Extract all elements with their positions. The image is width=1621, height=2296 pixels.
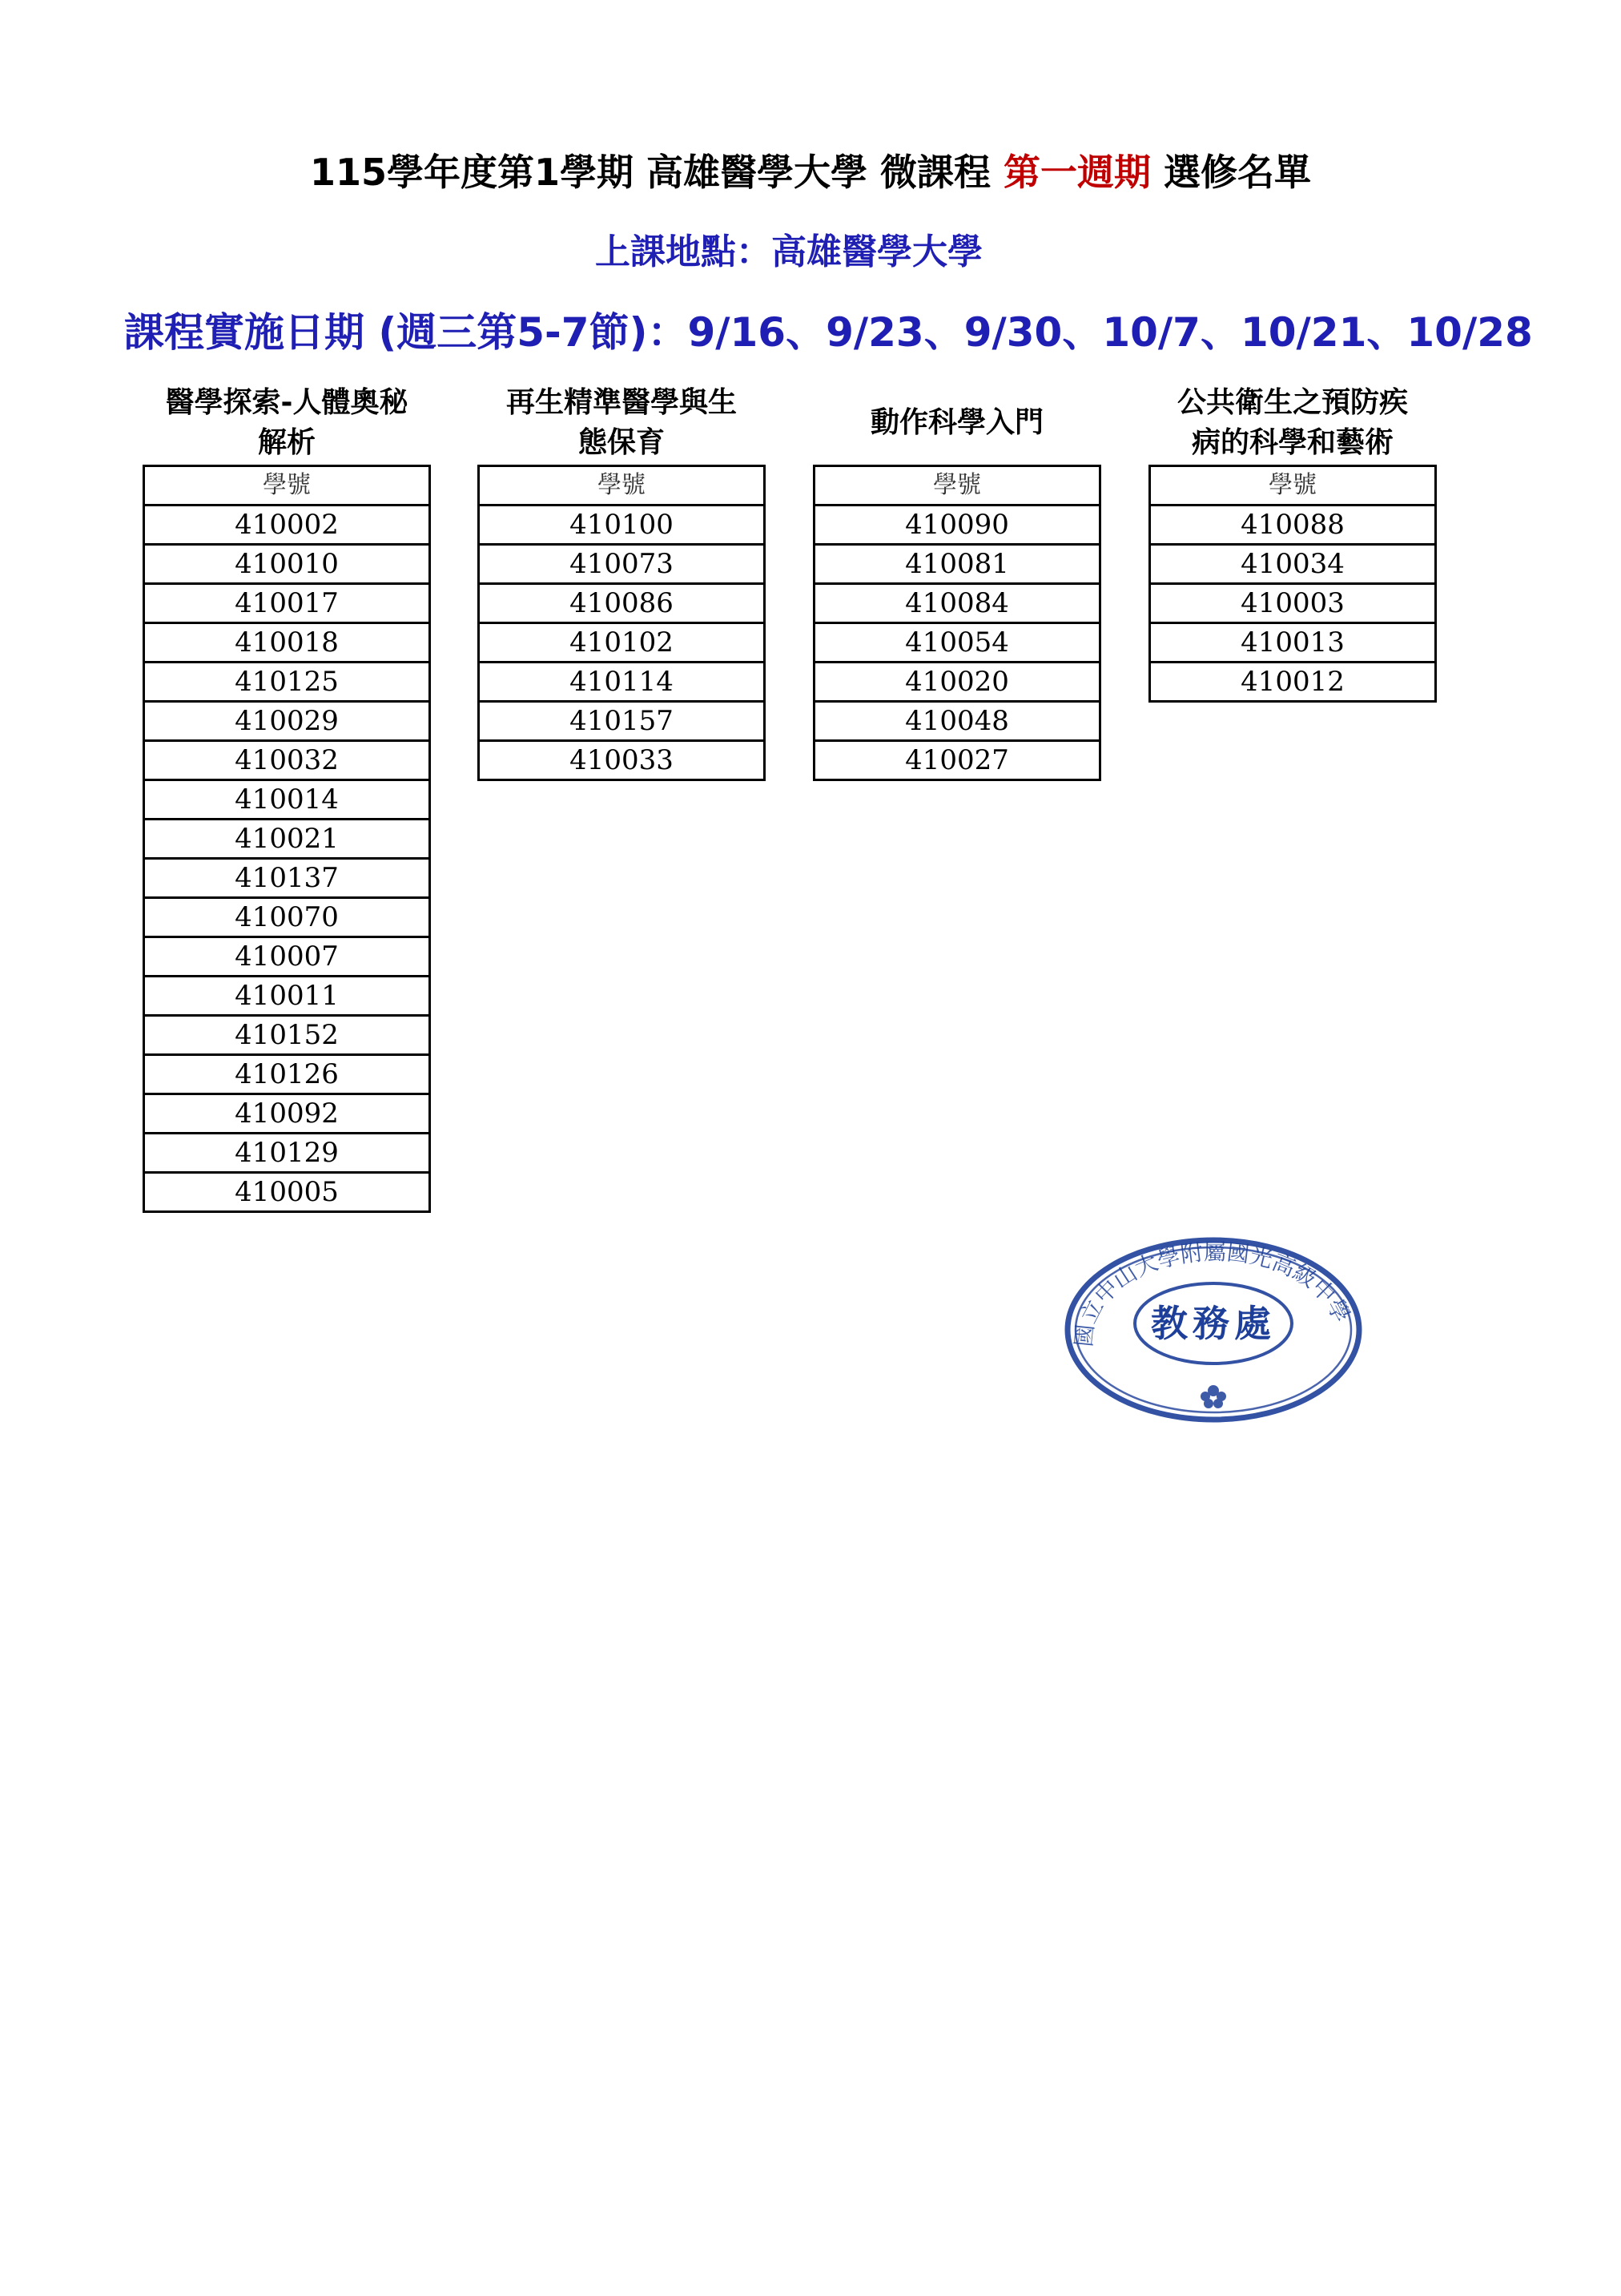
- course-title-line1: 再生精準醫學與生: [505, 386, 737, 419]
- course-title-line2: 態保育: [577, 426, 665, 459]
- table-cell: 410157: [479, 702, 765, 741]
- table-cell: 410002: [144, 506, 430, 545]
- table-cell: 410073: [479, 545, 765, 584]
- table-cell: 410003: [1150, 584, 1436, 623]
- official-seal-stamp: [1061, 1234, 1366, 1426]
- course-title-line1: 公共衛生之預防疾: [1177, 386, 1408, 419]
- class-location: 上課地點：高雄醫學大學: [595, 232, 983, 272]
- table-header: 學號: [144, 466, 430, 506]
- course-title: [127, 383, 447, 463]
- course-title-line1: 醫學探索-人體奧秘: [165, 386, 408, 419]
- table-cell: 410012: [1150, 663, 1436, 702]
- table-cell: 410081: [815, 545, 1100, 584]
- seal-center-text: 教務處: [1151, 1302, 1276, 1345]
- course-title-line2: 病的科學和藝術: [1191, 426, 1394, 459]
- table-cell: 410152: [144, 1016, 430, 1055]
- table-cell: 410029: [144, 702, 430, 741]
- table-cell: 410033: [479, 741, 765, 780]
- course-dates: 課程實施日期 (週三第5-7節)：9/16、9/23、9/30、10/7、10/21、10/28: [124, 309, 1533, 356]
- table-header: 學號: [479, 466, 765, 506]
- table-cell: 410007: [144, 937, 430, 977]
- table-cell: 410010: [144, 545, 430, 584]
- table-cell: 410092: [144, 1094, 430, 1134]
- table-cell: 410032: [144, 741, 430, 780]
- table-cell: 410090: [815, 506, 1100, 545]
- title-part2: 選修名單: [1151, 151, 1312, 194]
- table-cell: 410114: [479, 663, 765, 702]
- table-cell: 410088: [1150, 506, 1436, 545]
- plum-blossom-emblem-icon: [1201, 1385, 1226, 1408]
- student-id-table: [143, 465, 431, 1213]
- table-cell: 410086: [479, 584, 765, 623]
- course-title-line1: 動作科學入門: [870, 406, 1044, 439]
- table-cell: 410005: [144, 1173, 430, 1212]
- table-cell: 410137: [144, 859, 430, 898]
- table-cell: 410126: [144, 1055, 430, 1094]
- table-header: 學號: [815, 466, 1100, 506]
- page-title: [0, 147, 1621, 198]
- course-title: [461, 383, 782, 463]
- table-cell: 410017: [144, 584, 430, 623]
- table-cell: 410011: [144, 977, 430, 1016]
- table-cell: 410129: [144, 1134, 430, 1173]
- table-cell: 410021: [144, 820, 430, 859]
- table-cell: 410020: [815, 663, 1100, 702]
- table-cell: 410100: [479, 506, 765, 545]
- table-cell: 410048: [815, 702, 1100, 741]
- table-cell: 410034: [1150, 545, 1436, 584]
- table-cell: 410125: [144, 663, 430, 702]
- course-title-line2: 解析: [257, 426, 316, 459]
- seal-outer-text: 國立中山大學附屬國光高級中學: [1070, 1239, 1356, 1348]
- student-id-table: [477, 465, 766, 781]
- table-cell: 410102: [479, 623, 765, 663]
- table-cell: 410013: [1150, 623, 1436, 663]
- table-cell: 410054: [815, 623, 1100, 663]
- student-id-table: [1148, 465, 1437, 703]
- table-cell: 410070: [144, 898, 430, 937]
- student-id-table: [813, 465, 1101, 781]
- course-title: [1132, 383, 1453, 463]
- table-header: 學號: [1150, 466, 1436, 506]
- title-part1: 115學年度第1學期 高雄醫學大學 微課程: [309, 151, 1004, 194]
- table-cell: 410084: [815, 584, 1100, 623]
- table-cell: 410014: [144, 780, 430, 820]
- table-cell: 410027: [815, 741, 1100, 780]
- table-cell: 410018: [144, 623, 430, 663]
- title-highlight: 第一週期: [1004, 151, 1152, 194]
- course-title: [797, 383, 1117, 463]
